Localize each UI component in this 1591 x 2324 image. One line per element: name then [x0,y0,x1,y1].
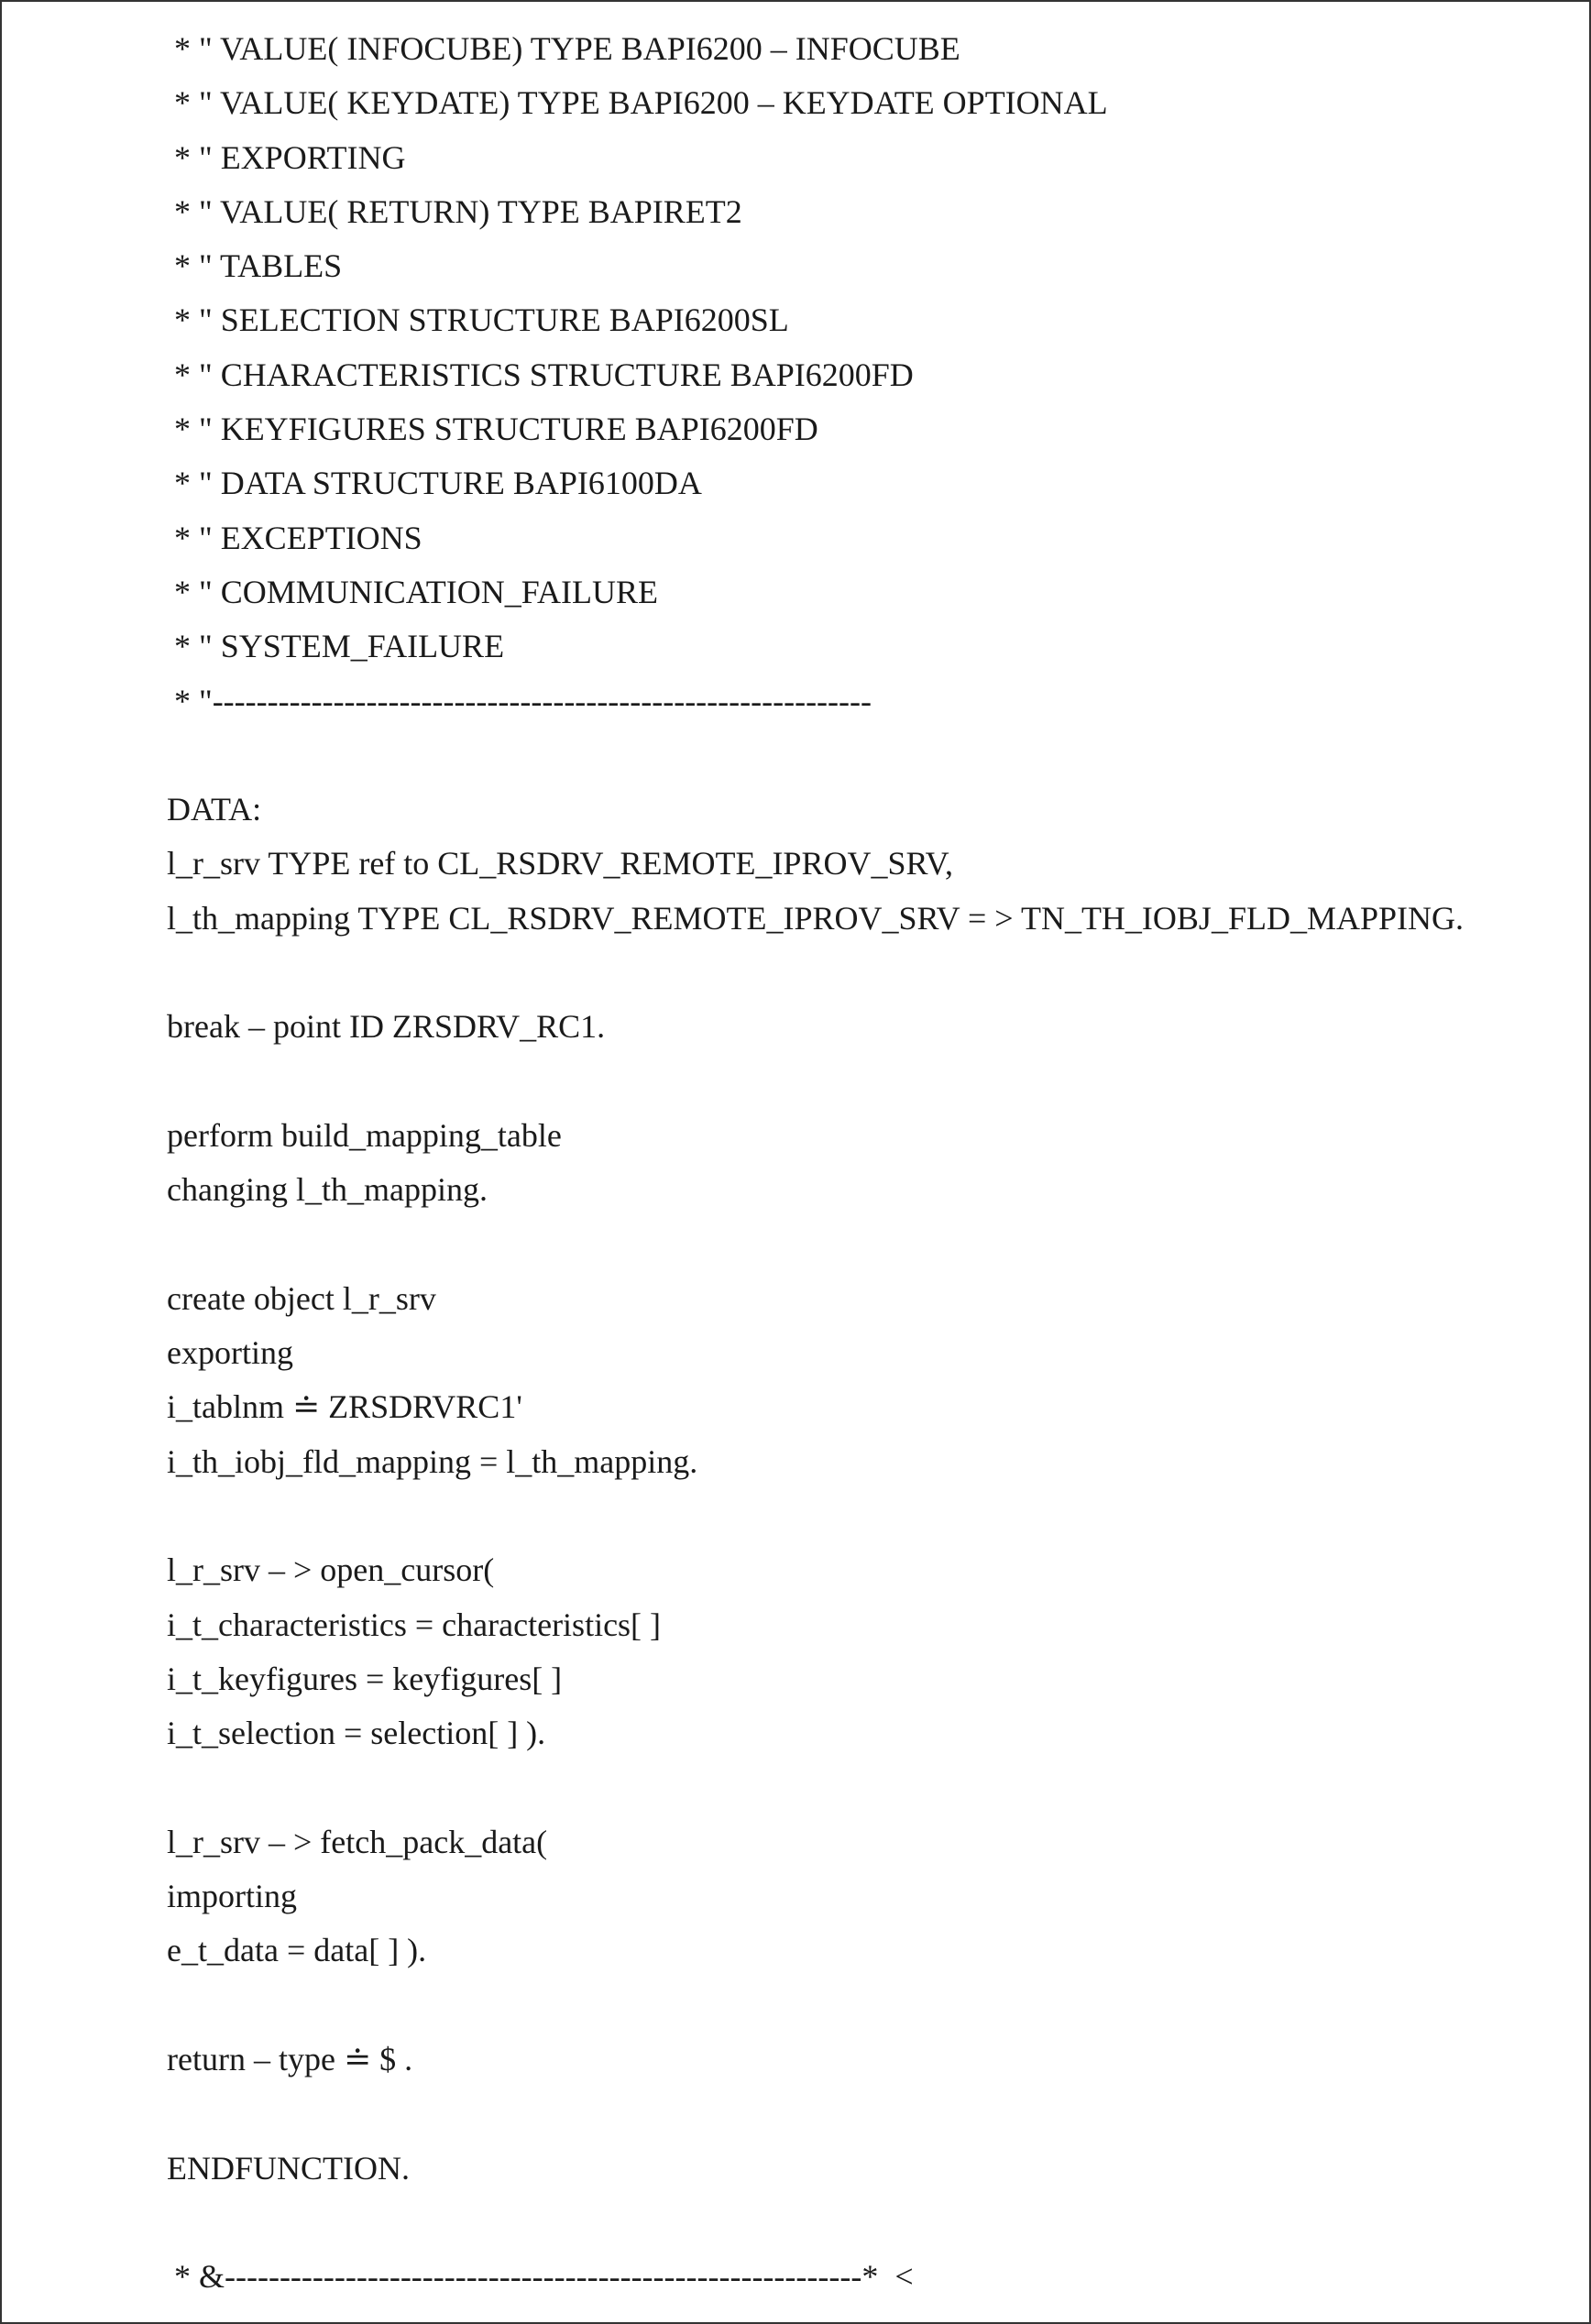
code-line: l_r_srv – > fetch_pack_data( [167,1823,548,1860]
code-line: break – point ID ZRSDRV_RC1. [167,1008,606,1046]
blank-line [167,2196,1560,2250]
code-line: * " EXCEPTIONS [174,519,422,556]
code-line: * "------------------------------------------------------------ [174,682,872,719]
code-line: * " VALUE( INFOCUBE) TYPE BAPI6200 – INFOCUBE [174,30,960,67]
code-line: * " DATA STRUCTURE BAPI6100DA [174,465,702,502]
code-line: * " EXPORTING [174,138,406,176]
code-line: * " SELECTION STRUCTURE BAPI6200SL [174,301,789,339]
code-line: i_th_iobj_fld_mapping = l_th_mapping. [167,1442,698,1480]
code-line: exporting [167,1334,293,1372]
blank-line [167,1218,1560,1272]
code-line: * " COMMUNICATION_FAILURE [174,573,659,610]
blank-line [167,1761,1560,1815]
code-line: * " CHARACTERISTICS STRUCTURE BAPI6200FD [174,356,914,393]
code-line: e_t_data = data[ ] ). [167,1932,427,1969]
code-line: * " TABLES [174,247,343,285]
code-line: DATA: [167,791,262,828]
code-line: l_th_mapping TYPE CL_RSDRV_REMOTE_IPROV_SRV = > TN_TH_IOBJ_FLD_MAPPING. [167,899,1464,937]
code-line: * " VALUE( RETURN) TYPE BAPIRET2 [174,192,742,230]
code-listing [167,22,1560,2304]
blank-line [167,946,1560,1000]
code-line: perform build_mapping_table [167,1116,562,1154]
code-line: * " SYSTEM_FAILURE [174,628,505,665]
code-line: l_r_srv TYPE ref to CL_RSDRV_REMOTE_IPROV_SRV, [167,845,953,882]
code-line: return – type ≐ $ . [167,2040,413,2077]
code-line: * " KEYFIGURES STRUCTURE BAPI6200FD [174,411,818,448]
blank-line [167,729,1560,783]
blank-line [167,2087,1560,2141]
code-line: i_t_keyfigures = keyfigures[ ] [167,1660,563,1697]
blank-line [167,1055,1560,1109]
code-line: * " VALUE( KEYDATE) TYPE BAPI6200 – KEYDATE OPTIONAL [174,84,1108,122]
code-line: i_t_characteristics = characteristics[ ] [167,1606,662,1643]
code-line: importing [167,1878,297,1915]
code-line: l_r_srv – > open_cursor( [167,1551,495,1589]
code-line: create object l_r_srv [167,1279,436,1317]
code-line: * &----------------------------------------------------------* < [174,2258,914,2296]
blank-line [167,1979,1560,2033]
code-line: i_tablnm ≐ ZRSDRVRC1' [167,1388,522,1426]
code-line: ENDFUNCTION. [167,2149,410,2187]
code-line: i_t_selection = selection[ ] ). [167,1715,546,1752]
code-line: changing l_th_mapping. [167,1171,488,1209]
blank-line [167,1489,1560,1543]
